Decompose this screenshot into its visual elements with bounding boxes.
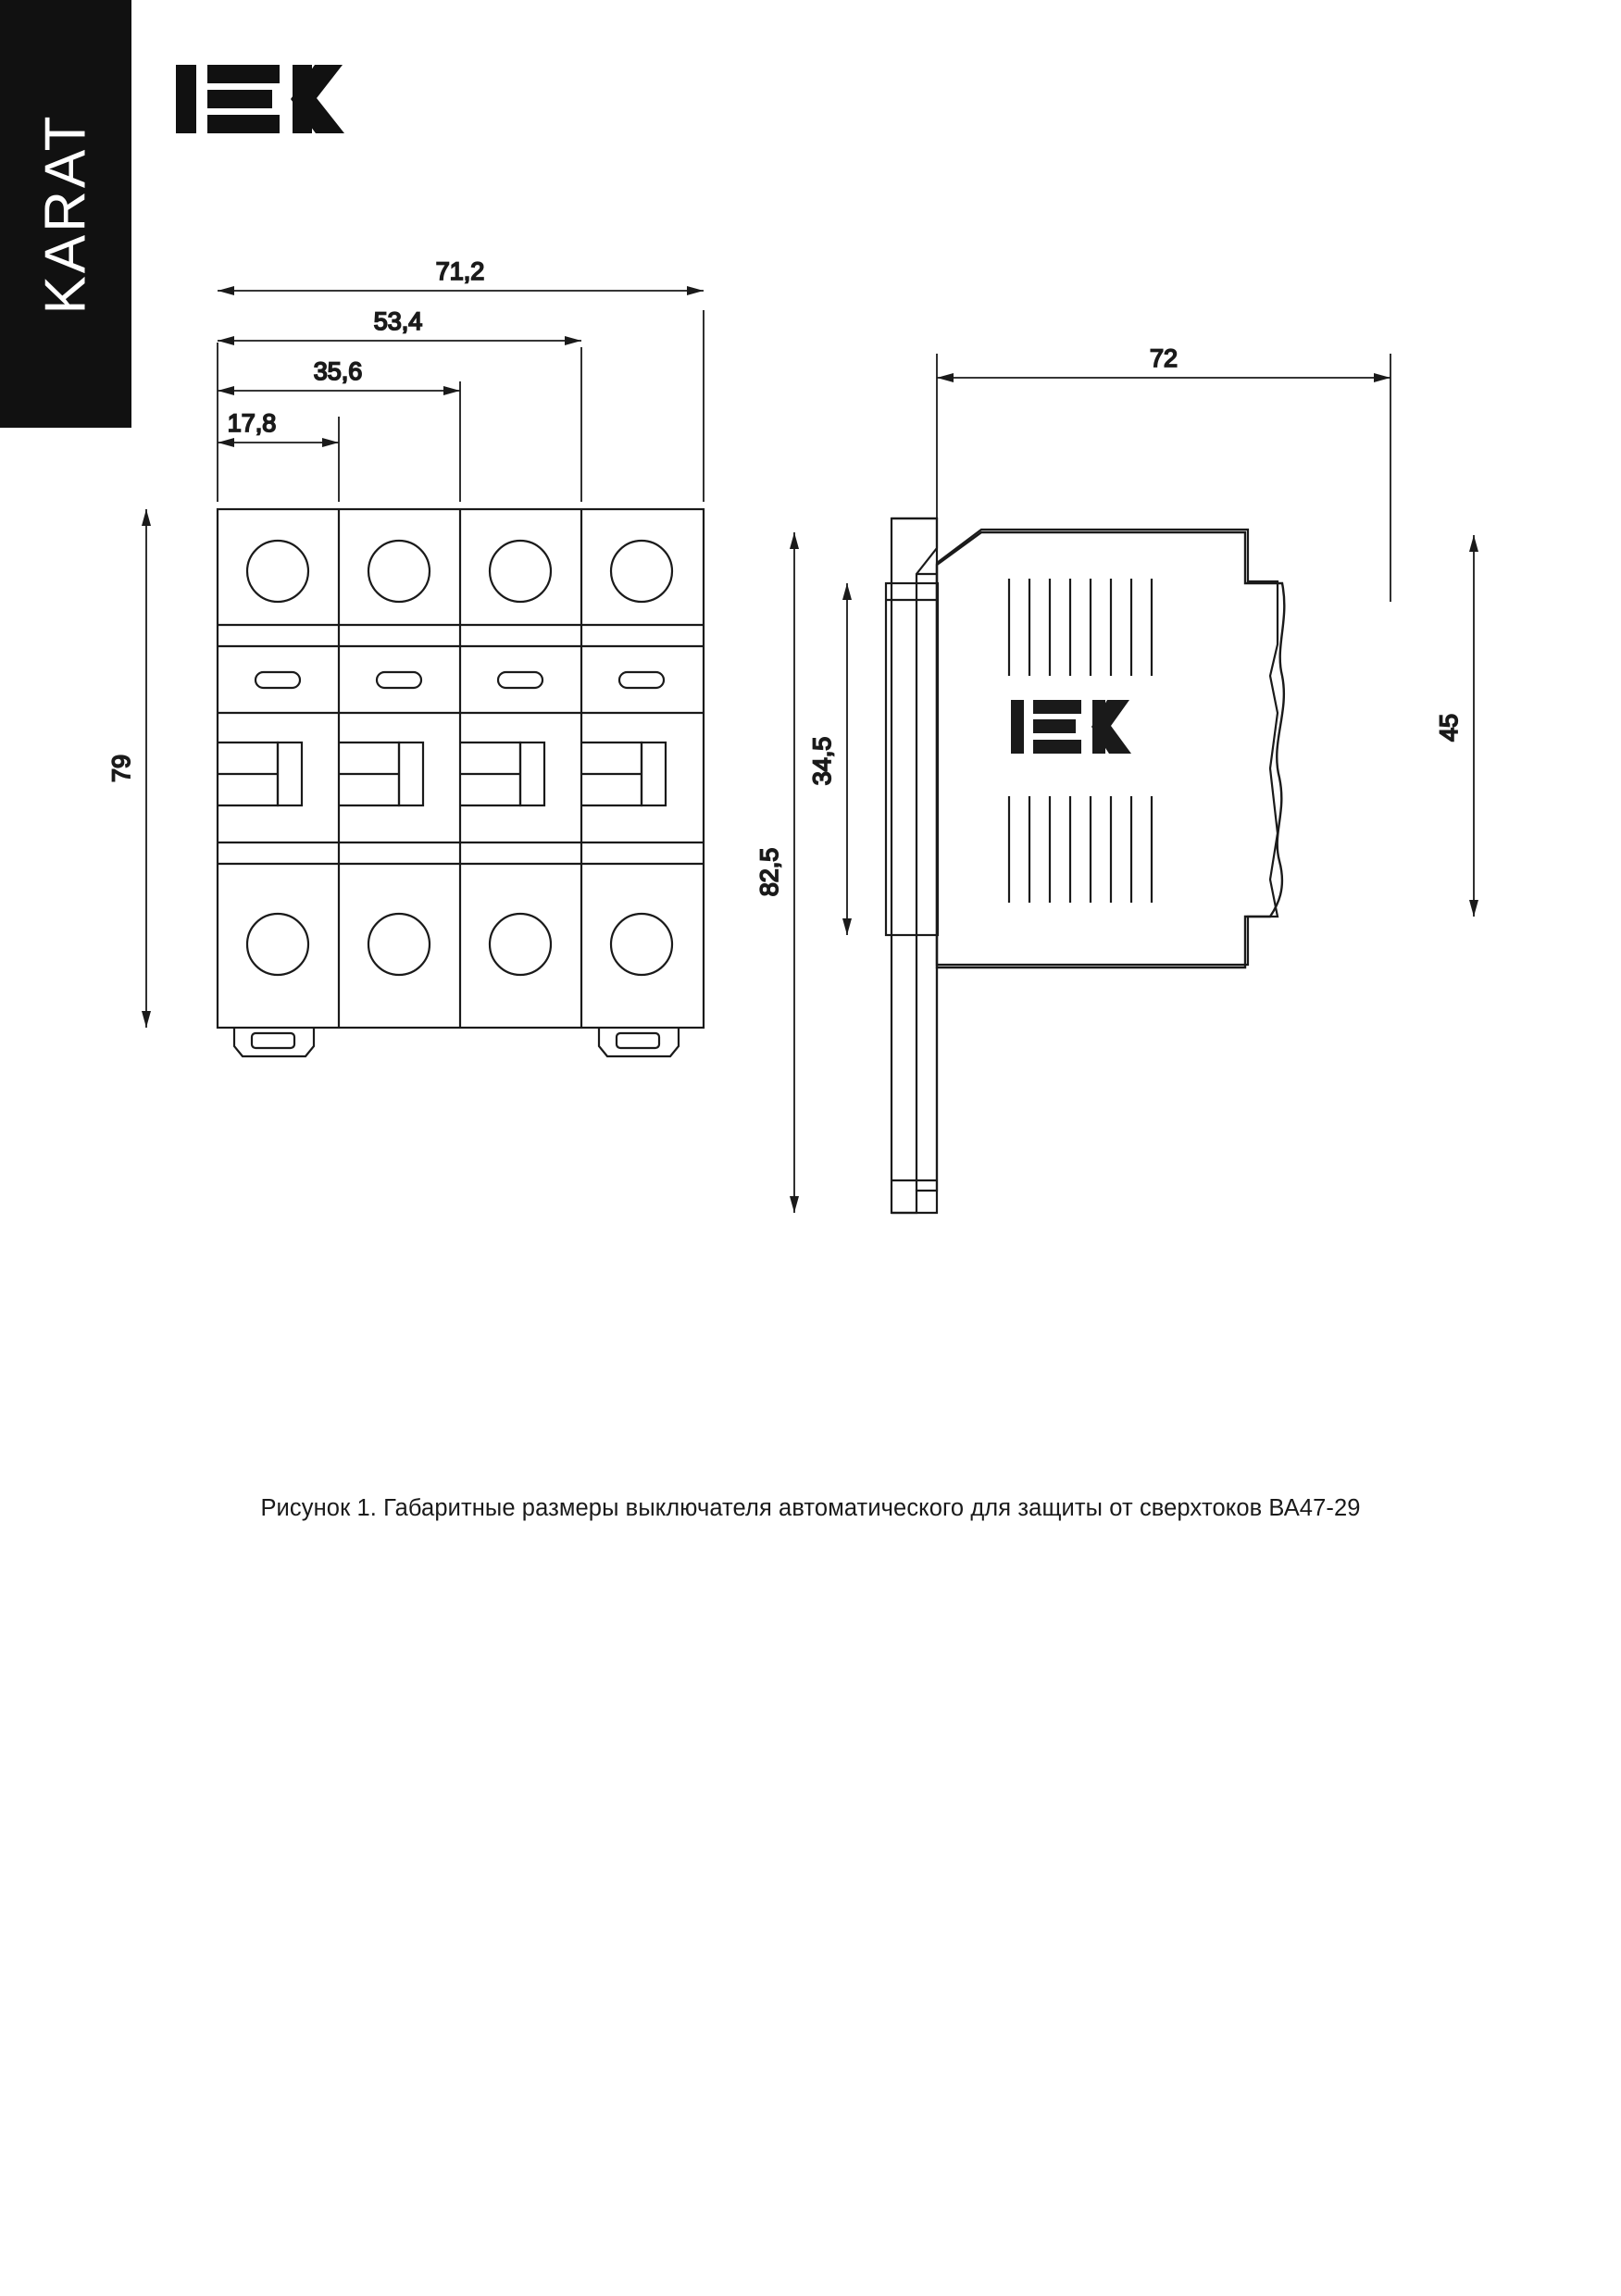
karat-series-tab xyxy=(0,0,131,428)
side-view-dimensions xyxy=(755,344,1478,1213)
dim-71-2: 71,2 xyxy=(435,257,485,285)
iek-logo-on-body xyxy=(1011,700,1131,754)
iek-logo xyxy=(176,57,361,141)
dimension-drawing xyxy=(0,257,1621,1509)
dim-45: 45 xyxy=(1435,713,1463,742)
dim-82-5: 82,5 xyxy=(755,847,783,897)
figure-caption: Рисунок 1. Габаритные размеры выключателя автоматического для защиты от сверхтоков ВА47-29 xyxy=(260,1495,1361,1521)
front-view-dimensions xyxy=(107,257,704,1028)
dim-72: 72 xyxy=(1149,344,1178,372)
front-view-body xyxy=(218,509,704,1056)
karat-series-label: KARAT xyxy=(33,113,98,315)
side-view-body xyxy=(886,518,1284,1213)
dim-53-4: 53,4 xyxy=(373,307,423,335)
dim-79: 79 xyxy=(107,754,135,783)
dim-34-5: 34,5 xyxy=(808,736,836,786)
dim-17-8: 17,8 xyxy=(227,409,277,437)
dim-35-6: 35,6 xyxy=(313,357,363,385)
